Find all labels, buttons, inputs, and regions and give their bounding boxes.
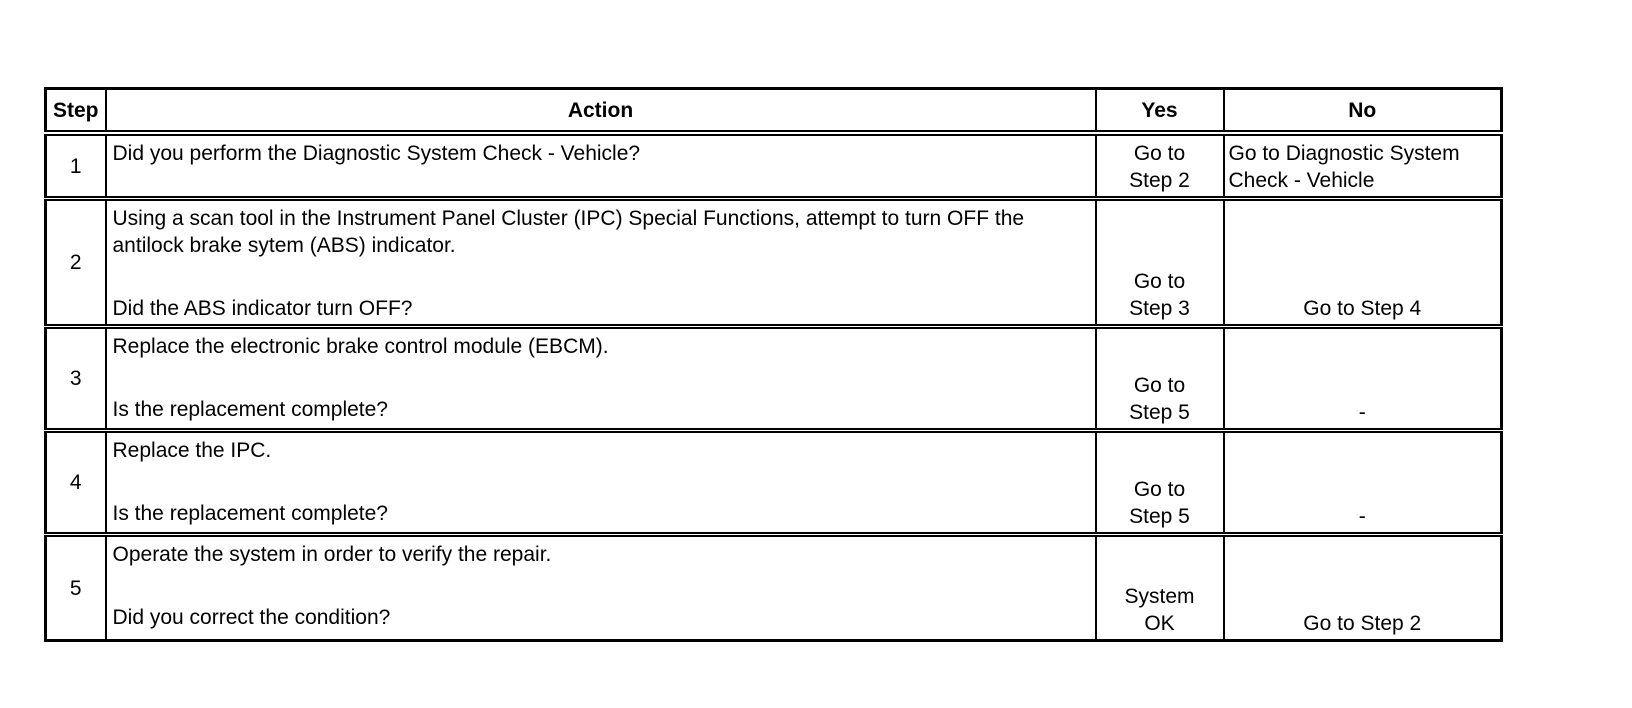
yes-text: Go to Step 2	[1129, 142, 1190, 192]
action-cell	[106, 327, 1096, 431]
action-text: Did you perform the Diagnostic System Check - Vehicle?	[112, 142, 641, 165]
table-row	[46, 133, 1502, 199]
step-number: 4	[46, 431, 106, 535]
table-row	[46, 535, 1502, 641]
header-no: No	[1224, 89, 1502, 134]
no-cell	[1224, 327, 1502, 431]
step-number: 3	[46, 327, 106, 431]
no-cell	[1224, 431, 1502, 535]
no-cell	[1224, 133, 1502, 199]
table-row	[46, 199, 1502, 327]
table-row	[46, 431, 1502, 535]
question-text: Did the ABS indicator turn OFF?	[112, 297, 413, 320]
no-text: -	[1358, 505, 1366, 528]
action-text: Replace the IPC.	[112, 439, 272, 462]
yes-cell	[1096, 327, 1224, 431]
header-yes: Yes	[1096, 89, 1224, 134]
action-cell	[106, 431, 1096, 535]
yes-cell	[1096, 431, 1224, 535]
action-cell	[106, 199, 1096, 327]
step-number: 5	[46, 535, 106, 641]
no-text: Go to Diagnostic System Check - Vehicle	[1228, 142, 1460, 192]
step-number: 2	[46, 199, 106, 327]
header-step: Step	[46, 89, 106, 134]
action-text: Operate the system in order to verify the repair.	[112, 543, 552, 566]
no-text: -	[1358, 401, 1366, 424]
no-cell	[1224, 535, 1502, 641]
yes-text: System OK	[1124, 585, 1195, 635]
yes-text: Go to Step 5	[1129, 478, 1190, 528]
no-text: Go to Step 4	[1303, 297, 1422, 320]
table-row	[46, 327, 1502, 431]
question-text: Did you correct the condition?	[112, 606, 391, 629]
question-text: Is the replacement complete?	[112, 398, 388, 421]
header-row	[46, 89, 1502, 134]
action-text: Using a scan tool in the Instrument Panel Cluster (IPC) Special Functions, attempt to turn OFF the antilock brake sytem (ABS) indicator.	[112, 207, 1025, 257]
yes-cell	[1096, 199, 1224, 327]
header-action: Action	[106, 89, 1096, 134]
yes-text: Go to Step 5	[1129, 374, 1190, 424]
no-text: Go to Step 2	[1303, 612, 1422, 635]
yes-cell	[1096, 535, 1224, 641]
action-cell	[106, 535, 1096, 641]
action-text: Replace the electronic brake control module (EBCM).	[112, 335, 609, 358]
diagnostic-table	[44, 87, 1503, 642]
yes-text: Go to Step 3	[1129, 270, 1190, 320]
step-number: 1	[46, 133, 106, 199]
action-cell	[106, 133, 1096, 199]
yes-cell	[1096, 133, 1224, 199]
no-cell	[1224, 199, 1502, 327]
question-text: Is the replacement complete?	[112, 502, 388, 525]
